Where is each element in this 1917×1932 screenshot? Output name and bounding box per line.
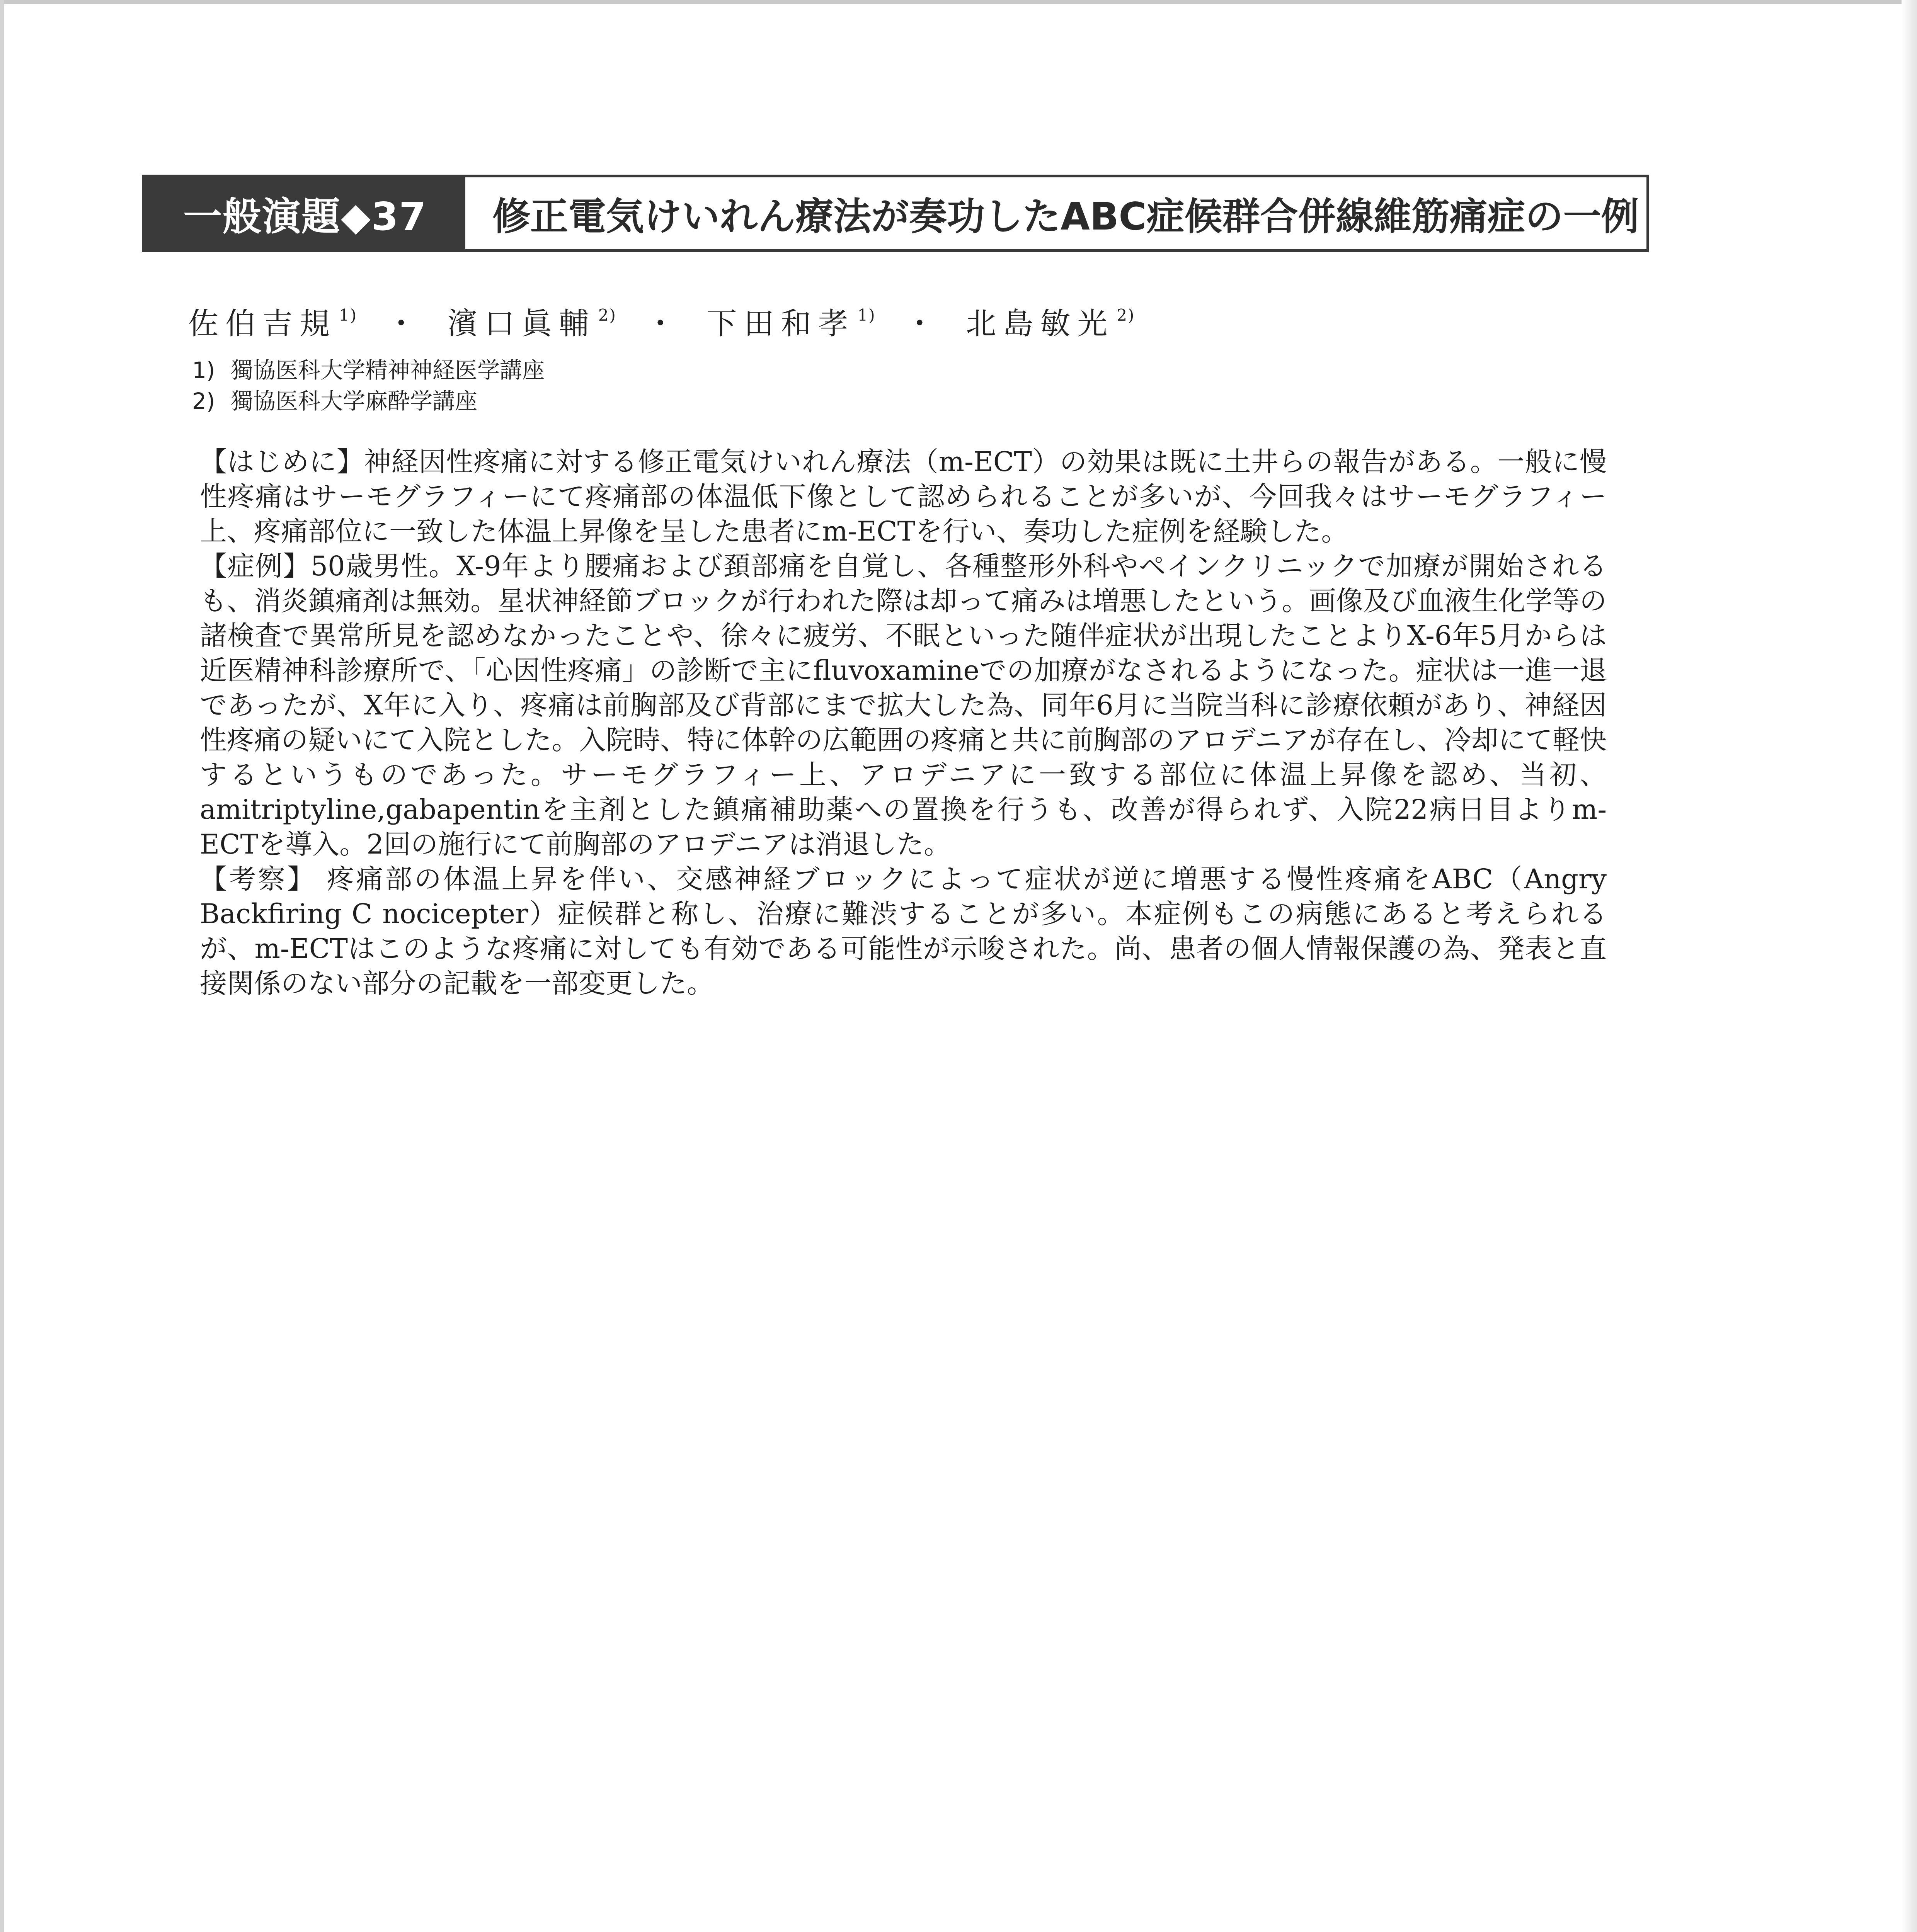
page-edge-right <box>1902 0 1917 1932</box>
page-edge-left <box>0 0 4 1932</box>
author-separator: ・ <box>645 306 683 341</box>
author-name: 北島敏光 <box>966 306 1115 341</box>
author-affil-mark: 1) <box>857 306 876 325</box>
affiliation-item <box>192 355 545 386</box>
author-affil-mark: 1) <box>339 306 358 325</box>
author-name: 下田和孝 <box>707 306 855 341</box>
affiliation-number: 2) <box>192 388 215 414</box>
author-affil-mark: 2) <box>598 306 616 325</box>
case-heading: 【症例】 <box>200 550 311 582</box>
title-banner <box>142 175 1649 252</box>
author-list <box>188 299 1139 343</box>
page-edge-top <box>0 0 1917 4</box>
affiliation-name: 獨協医科大学麻酔学講座 <box>231 388 478 414</box>
author-affil-mark: 2) <box>1117 306 1135 325</box>
abstract-discussion <box>200 862 1607 1001</box>
affiliation-number: 1) <box>192 357 215 383</box>
intro-text: 神経因性疼痛に対する修正電気けいれん療法（m-ECT）の効果は既に土井らの報告がある。一般に慢性疼痛はサーモグラフィーにて疼痛部の体温低下像として認められることが多いが、今回我々はサーモグラフィー上、疼痛部位に一致した体温上昇像を呈した患者にm-ECTを行い、奏功した症例を経験した。 <box>200 446 1607 547</box>
affiliation-item <box>192 386 545 417</box>
abstract-body <box>200 444 1607 1001</box>
intro-heading: 【はじめに】 <box>200 446 364 478</box>
session-label: 一般演題◆37 <box>145 177 465 249</box>
affiliation-name: 獨協医科大学精神神経医学講座 <box>231 357 545 383</box>
discussion-text: 疼痛部の体温上昇を伴い、交感神経ブロックによって症状が逆に増悪する慢性疼痛をABC（Angry Backfiring C nocicepter）症候群と称し、治療に難渋することが多い。本症例もこの病態にあると考えられるが、m-ECTはこのような疼痛に対しても有効である可能性が示唆された。尚、患者の個人情報保護の為、発表と直接関係のない部分の記載を一部変更した。 <box>200 863 1607 999</box>
abstract-intro <box>200 444 1607 549</box>
affiliation-list <box>192 355 545 417</box>
discussion-heading: 【考察】 <box>200 863 317 895</box>
case-text: 50歳男性。X-9年より腰痛および頚部痛を自覚し、各種整形外科やペインクリニックで加療が開始されるも、消炎鎮痛剤は無効。星状神経節ブロックが行われた際は却って痛みは増悪したという。画像及び血液生化学等の諸検査で異常所見を認めなかったことや、徐々に疲労、不眠といった随伴症状が出現したことよりX-6年5月からは近医精神科診療所で、「心因性疼痛」の診断で主にfluvoxamineでの加療がなされるようになった。症状は一進一退であったが、X年に入り、疼痛は前胸部及び背部にまで拡大した為、同年6月に当院当科に診療依頼があり、神経因性疼痛の疑いにて入院とした。入院時、特に体幹の広範囲の疼痛と共に前胸部のアロデニアが存在し、冷却にて軽快するというものであった。サーモグラフィー上、アロデニアに一致する部位に体温上昇像を認め、当初、amitriptyline,gabapentinを主剤とした鎮痛補助薬への置換を行うも、改善が得られず、入院22病日目よりm-ECTを導入。2回の施行にて前胸部のアロデニアは消退した。 <box>200 550 1607 860</box>
author-name: 濱口眞輔 <box>447 306 596 341</box>
author-separator: ・ <box>904 306 942 341</box>
paper-title: 修正電気けいれん療法が奏功したABC症候群合併線維筋痛症の一例 <box>492 194 1639 239</box>
author-separator: ・ <box>386 306 423 341</box>
abstract-case <box>200 549 1607 862</box>
author-name: 佐伯吉規 <box>188 306 337 341</box>
